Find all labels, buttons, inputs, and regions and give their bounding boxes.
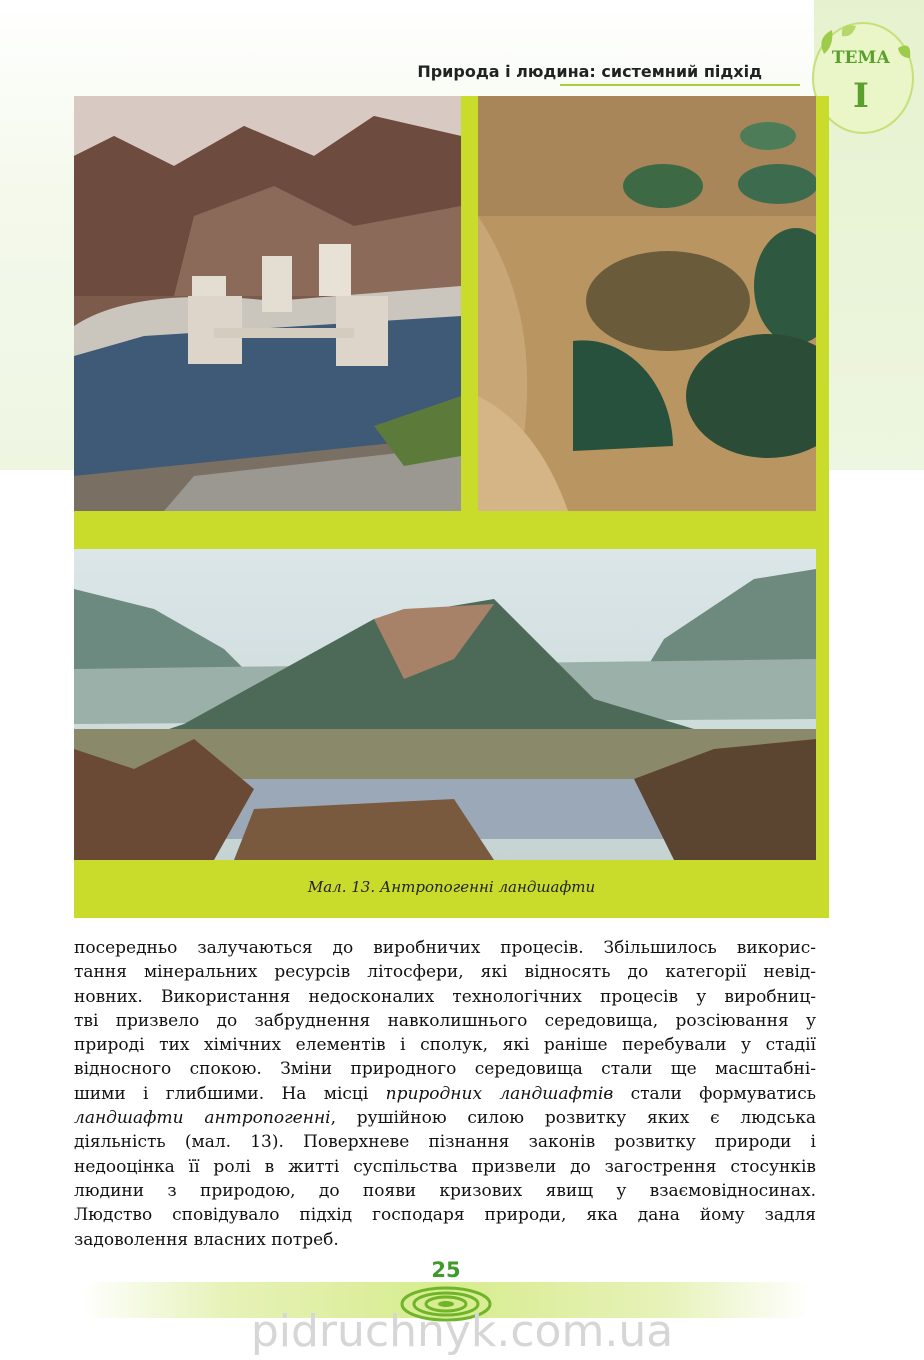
text-line: посередньо залучаються до виробничих процесів. Збільшилось викорис- — [74, 938, 816, 958]
text-run: стали формуватись — [613, 1083, 816, 1104]
text-line: задоволення власних потреб. — [74, 1229, 339, 1250]
topic-number: I — [853, 76, 869, 116]
text-line: діяльність (мал. 13). Поверхневе пізнання законів розвитку природи і — [74, 1132, 816, 1153]
text-line: тві призвело до забруднення навколишнього середовища, розсіювання у — [74, 1010, 816, 1031]
text-line: людини з природою, до появи кризових явищ у взаємовідносинах. — [74, 1180, 816, 1201]
text-line: відносного спокою. Зміни природного середовища стали ще масштабні- — [74, 1059, 816, 1080]
irrigation-photo — [478, 96, 816, 511]
emphasized-term: ландшафти антропогенні — [74, 1108, 331, 1129]
text-line: Людство сповідувало підхід господаря природи, яка дана йому задля — [74, 1205, 816, 1226]
page-number: 25 — [431, 1258, 461, 1282]
text-line: природі тих хімічних елементів і сполук, які раніше перебували у стадії — [74, 1035, 816, 1056]
running-header: Природа і людина: системний підхід — [417, 62, 762, 81]
topic-label: ТЕМА — [831, 48, 891, 68]
emphasized-term: природних ландшафтів — [385, 1083, 614, 1104]
figure-caption: Мал. 13. Антропогенні ландшафти — [307, 878, 596, 896]
text-run: шими і глибшими. На місці — [74, 1083, 386, 1104]
text-line — [74, 1106, 816, 1130]
spoil-heap-photo — [74, 549, 816, 860]
body-paragraph — [74, 936, 816, 1252]
dam-photo — [74, 96, 461, 511]
watermark: pidruchnyk.com.ua — [250, 1306, 674, 1357]
text-line: новних. Використання недосконалих технологічних процесів у виробниц- — [74, 986, 816, 1007]
text-run: , рушійною силою розвитку яких є людська — [330, 1108, 817, 1129]
text-line: тання мінеральних ресурсів літосфери, які відносять до категорії невід- — [74, 962, 816, 983]
header-underline — [560, 84, 800, 86]
text-line: недооцінка її ролі в житті суспільства призвели до загострення стосунків — [74, 1156, 816, 1177]
text-line — [74, 1082, 816, 1106]
